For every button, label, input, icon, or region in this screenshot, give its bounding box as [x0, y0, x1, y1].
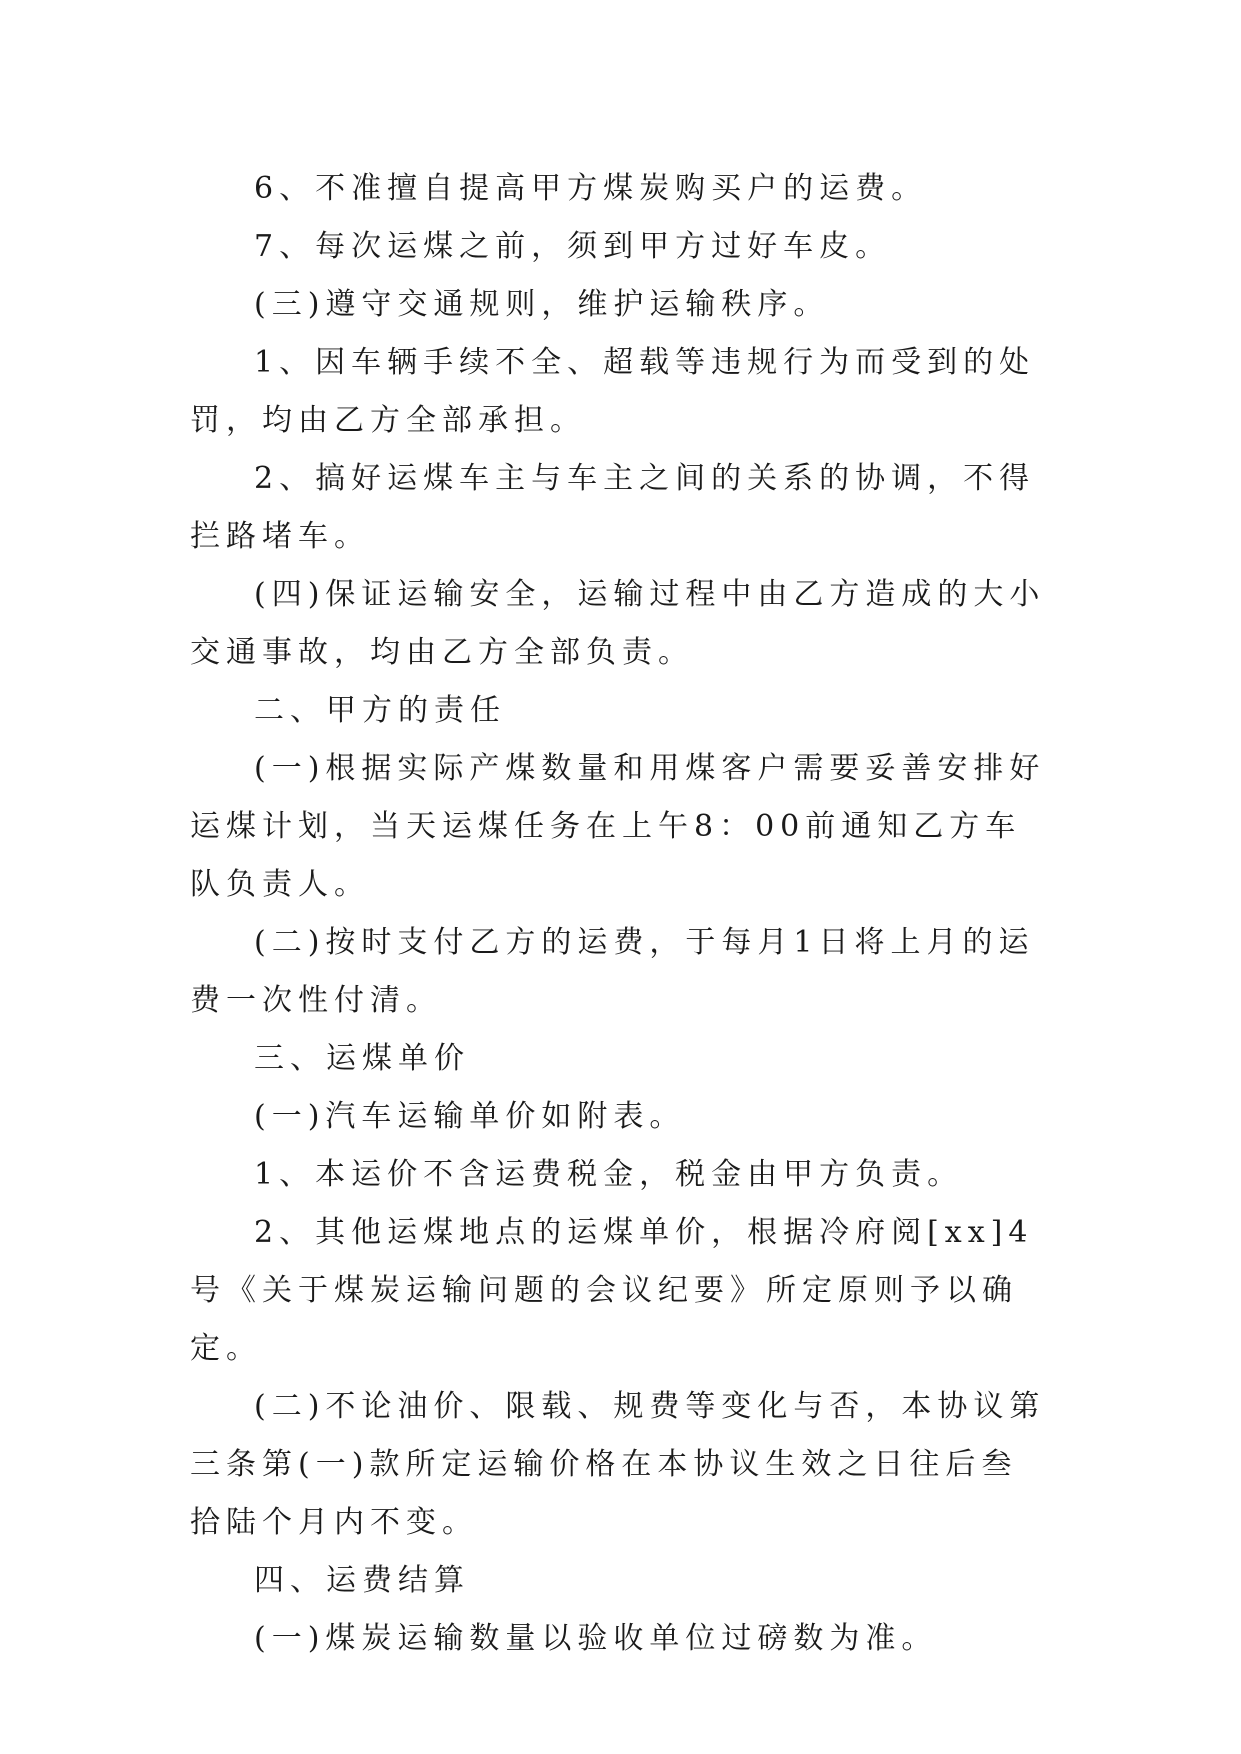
clause-4-1: (一)煤炭运输数量以验收单位过磅数为准。: [254, 1621, 938, 1656]
paragraph-item-7: 7、每次运煤之前，须到甲方过好车皮。: [254, 229, 892, 264]
section-heading-4: (四)保证运输安全，运输过程中由乙方造成的大小交通事故，均由乙方全部负责。: [190, 577, 1046, 670]
paragraph-item-6: 6、不准擅自提高甲方煤炭购买户的运费。: [254, 171, 928, 206]
chapter-heading-4: 四、运费结算: [254, 1563, 470, 1598]
paragraph-item-2: 2、搞好运煤车主与车主之间的关系的协调，不得拦路堵车。: [190, 461, 1036, 554]
clause-3-1: (一)汽车运输单价如附表。: [254, 1099, 686, 1134]
clause-3-1-item-2: 2、其他运煤地点的运煤单价，根据冷府阅[xx]4号《关于煤炭运输问题的会议纪要》所定原则予以确定。: [190, 1215, 1034, 1366]
document-body: [190, 160, 1050, 1668]
chapter-heading-2: 二、甲方的责任: [254, 693, 506, 728]
clause-2-1: (一)根据实际产煤数量和用煤客户需要妥善安排好运煤计划，当天运煤任务在上午8：00前通知乙方车队负责人。: [190, 751, 1046, 902]
clause-2-2: (二)按时支付乙方的运费，于每月1日将上月的运费一次性付清。: [190, 925, 1035, 1018]
section-heading-3: (三)遵守交通规则，维护运输秩序。: [254, 287, 830, 322]
chapter-heading-3: 三、运煤单价: [254, 1041, 470, 1076]
paragraph-item-1: 1、因车辆手续不全、超载等违规行为而受到的处罚，均由乙方全部承担。: [190, 345, 1036, 438]
clause-3-2: (二)不论油价、限载、规费等变化与否，本协议第三条第(一)款所定运输价格在本协议生效之日往后叁拾陆个月内不变。: [190, 1389, 1046, 1540]
clause-3-1-item-1: 1、本运价不含运费税金，税金由甲方负责。: [254, 1157, 964, 1192]
